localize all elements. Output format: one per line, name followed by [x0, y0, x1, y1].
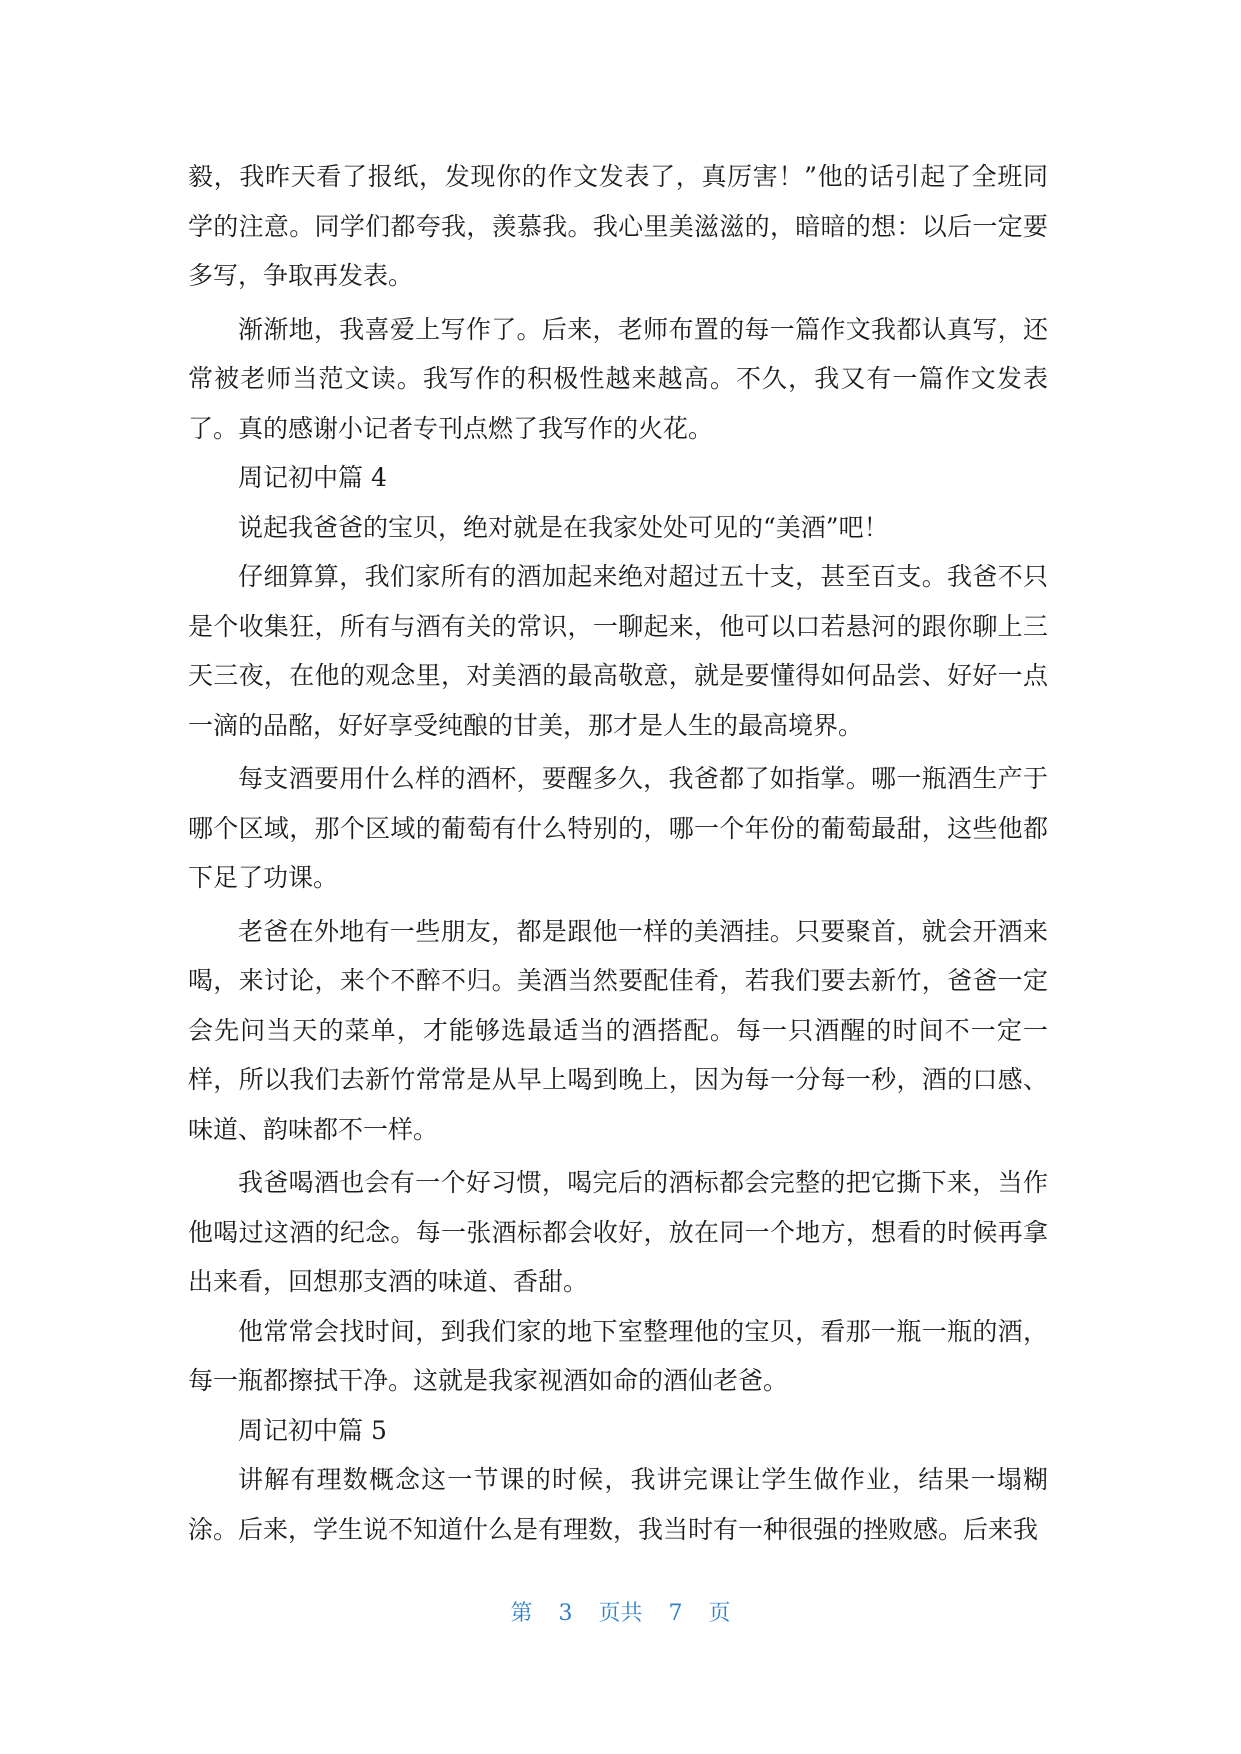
paragraph: 他常常会找时间，到我们家的地下室整理他的宝贝，看那一瓶一瓶的酒，每一瓶都擦拭干净。这就是我家视酒如命的酒仙老爸。: [188, 1316, 1048, 1395]
footer-prefix: 第: [510, 1601, 533, 1626]
paragraph: 说起我爸爸的宝贝，绝对就是在我家处处可见的“美酒”吧！: [238, 512, 889, 542]
total-pages-number: 7: [668, 1601, 683, 1626]
footer-suffix: 页: [708, 1601, 731, 1626]
paragraph: 每支酒要用什么样的酒杯，要醒多久，我爸都了如指掌。哪一瓶酒生产于哪个区域，那个区域的葡萄有什么特别的，哪一个年份的葡萄最甜，这些他都下足了功课。: [188, 764, 1048, 892]
section-heading: 周记初中篇 5: [238, 1415, 387, 1445]
page-footer: [0, 1596, 1241, 1627]
paragraph: 仔细算算，我们家所有的酒加起来绝对超过五十支，甚至百支。我爸不只是个收集狂，所有与酒有关的常识，一聊起来，他可以口若悬河的跟你聊上三天三夜，在他的观念里，对美酒的最高敬意，就是要懂得如何品尝、好好一点一滴的品酩，好好享受纯酿的甘美，那才是人生的最高境界。: [188, 562, 1048, 740]
document-body: [188, 152, 1048, 1554]
paragraph: 讲解有理数概念这一节课的时候，我讲完课让学生做作业，结果一塌糊涂。后来，学生说不知道什么是有理数，我当时有一种很强的挫败感。后来我: [188, 1465, 1048, 1544]
paragraph: 毅，我昨天看了报纸，发现你的作文发表了，真厉害！”他的话引起了全班同学的注意。同学们都夸我，羡慕我。我心里美滋滋的，暗暗的想：以后一定要多写，争取再发表。: [188, 162, 1048, 290]
paragraph: 渐渐地，我喜爱上写作了。后来，老师布置的每一篇作文我都认真写，还常被老师当范文读。我写作的积极性越来越高。不久，我又有一篇作文发表了。真的感谢小记者专刊点燃了我写作的火花。: [188, 314, 1048, 443]
current-page-number: 3: [558, 1601, 573, 1626]
paragraph: 老爸在外地有一些朋友，都是跟他一样的美酒挂。只要聚首，就会开酒来喝，来讨论，来个不醉不归。美酒当然要配佳肴，若我们要去新竹，爸爸一定会先问当天的菜单，才能够选最适当的酒搭配。每一只酒醒的时间不一定一样，所以我们去新竹常常是从早上喝到晚上，因为每一分每一秒，酒的口感、味道、韵味都不一样。: [188, 916, 1048, 1144]
section-heading: 周记初中篇 4: [238, 463, 387, 492]
paragraph: 我爸喝酒也会有一个好习惯，喝完后的酒标都会完整的把它撕下来，当作他喝过这酒的纪念。每一张酒标都会收好，放在同一个地方，想看的时候再拿出来看，回想那支酒的味道、香甜。: [188, 1168, 1048, 1296]
footer-middle: 页共: [598, 1601, 643, 1626]
